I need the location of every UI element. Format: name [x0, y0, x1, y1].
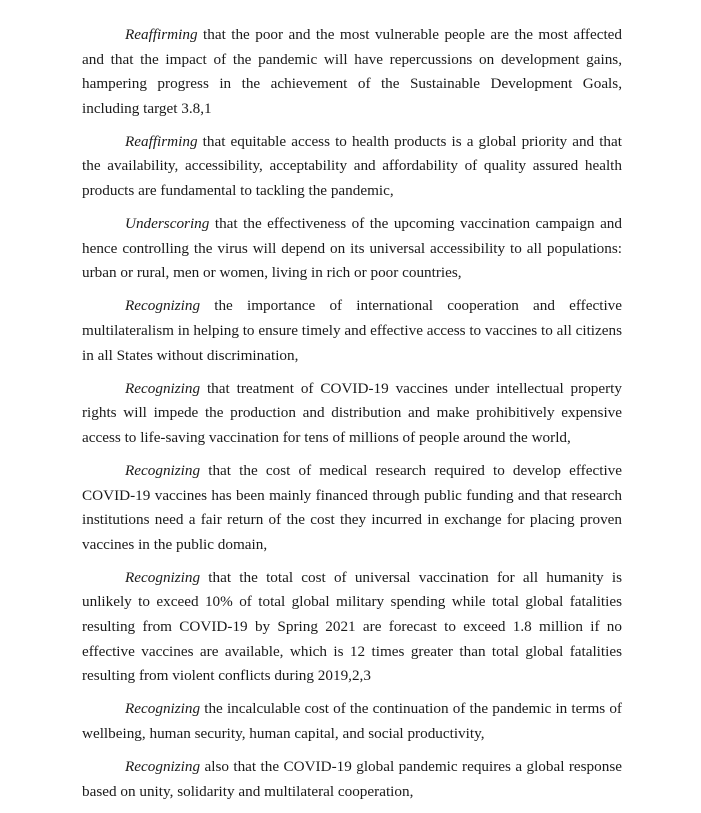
paragraph-text: that the effectiveness of the upcoming vaccination campaign and hence controlling the virus will depend on its universal accessibility to all populations: urban or rural, men or women, living in rich or poor countries, — [82, 215, 622, 282]
paragraph-reaffirming-1 — [82, 23, 622, 121]
paragraph-recognizing-1 — [82, 294, 622, 368]
paragraph-text: also that the COVID-19 global pandemic requires a global response based on unity, solidarity and multilateral cooperation, — [82, 758, 622, 800]
paragraph-lead: Recognizing — [125, 758, 201, 776]
paragraph-recognizing-2 — [82, 377, 622, 451]
paragraph-recognizing-6 — [82, 755, 622, 804]
paragraph-recognizing-4 — [82, 566, 622, 689]
paragraph-text: that treatment of COVID-19 vaccines under intellectual property rights will impede the production and distribution and make prohibitively expensive access to life-saving vaccination for tens of millions of people around the world, — [82, 379, 622, 446]
paragraph-text: that the cost of medical research required to develop effective COVID-19 vaccines has been mainly financed through public funding and that research institutions need a fair return of the cost they incurred in exchange for placing proven vaccines in the public domain, — [82, 462, 622, 553]
paragraph-text: the importance of international cooperation and effective multilateralism in helping to ensure timely and effective access to vaccines to all citizens in all States without discrimination, — [82, 297, 622, 364]
paragraph-lead: Recognizing — [125, 700, 201, 718]
paragraph-lead: Recognizing — [125, 462, 201, 479]
paragraph-text: that the total cost of universal vaccination for all humanity is unlikely to exceed 10% of total global military spending while total global fatalities resulting from COVID-19 by Spring 2021 are forecast to exceed 1.8 million if no effective vaccines are available, which is 12 times greater than total global fatalities resulting from violent conflicts during 2019,2,3 — [82, 568, 622, 685]
paragraph-lead: Recognizing — [125, 379, 201, 397]
paragraph-lead: Reaffirming — [125, 132, 198, 150]
paragraph-text: that equitable access to health products is a global priority and that the availability, accessibility, acceptability and affordability of quality assured health products are fundamental to tackling the pandemic, — [82, 132, 622, 200]
paragraph-lead: Reaffirming — [125, 26, 198, 43]
paragraph-lead: Recognizing — [125, 568, 201, 586]
paragraph-underscoring — [82, 212, 622, 286]
paragraph-recognizing-5 — [82, 697, 622, 746]
paragraph-lead: Underscoring — [125, 215, 210, 233]
paragraph-recognizing-3 — [82, 459, 622, 557]
document-body — [82, 23, 622, 813]
paragraph-text: the incalculable cost of the continuation of the pandemic in terms of wellbeing, human security, human capital, and social productivity, — [82, 700, 622, 742]
paragraph-text: that the poor and the most vulnerable people are the most affected and that the impact of the pandemic will have repercussions on development gains, hampering progress in the achievement of the Sustainable Development Goals, including target 3.8,1 — [82, 26, 622, 117]
paragraph-reaffirming-2 — [82, 130, 622, 204]
paragraph-lead: Recognizing — [125, 297, 201, 315]
